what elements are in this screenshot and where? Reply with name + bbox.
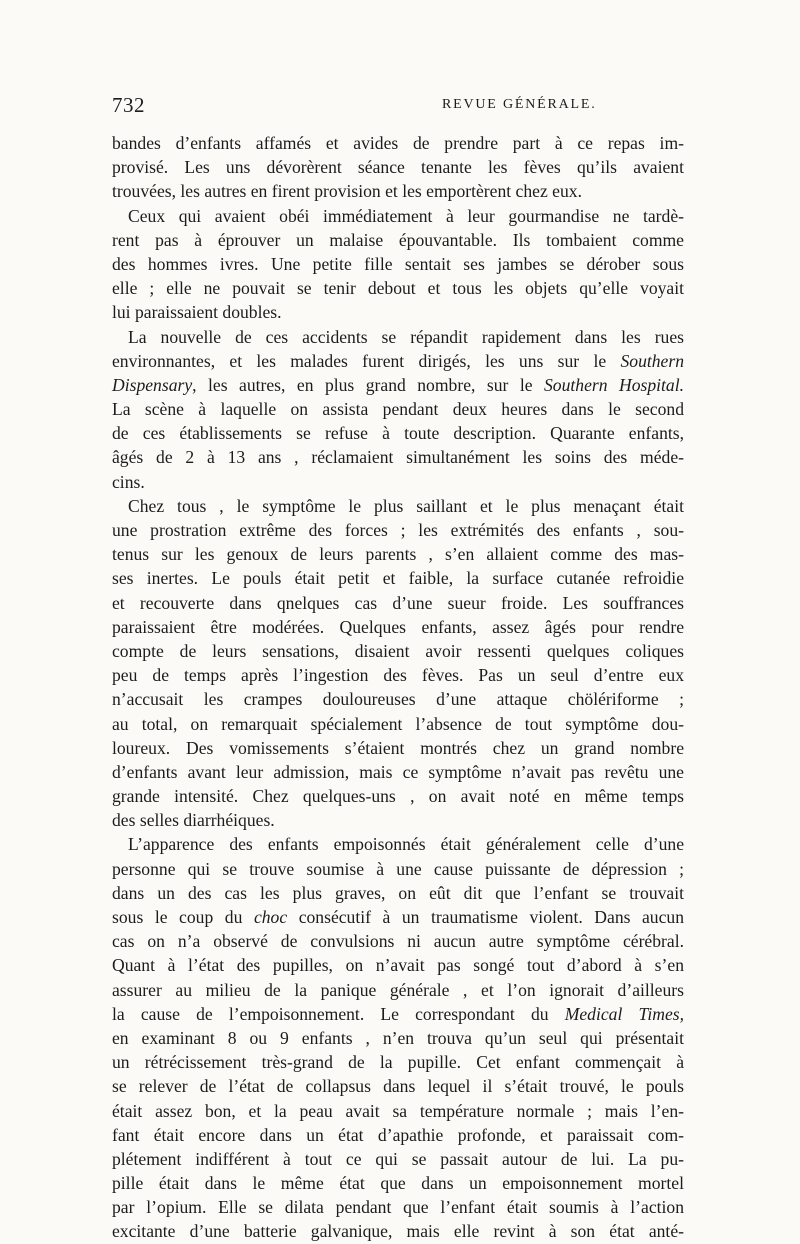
text-run: Quant à l’état des pupilles, on n’avait pas songé tout d’abord à s’en	[112, 955, 684, 976]
text-run: elle ; elle ne pouvait se tenir debout et tous les objets qu’elle voyait	[112, 278, 684, 299]
text-run: excitante d’une batterie galvanique, mais elle revint à son état anté-	[112, 1221, 684, 1242]
text-line	[112, 1123, 684, 1147]
text-run: d’enfants avant leur admission, mais ce symptôme n’avait pas revêtu une	[112, 761, 684, 782]
text-line	[112, 1026, 684, 1050]
page-number: 732	[112, 93, 145, 117]
text-run: une prostration extrême des forces ; les extrémités des enfants , sou-	[112, 520, 684, 540]
text-line	[112, 566, 684, 590]
text-run: provisé. Les uns dévorèrent séance tenante les fèves qu’ils avaient	[112, 157, 684, 178]
text-line	[112, 373, 684, 397]
text-line	[112, 155, 684, 179]
text-run: fant était encore dans un état d’apathie profonde, et paraissait com-	[112, 1124, 684, 1145]
text-line	[112, 953, 684, 977]
text-line	[112, 1074, 684, 1098]
text-line	[112, 421, 684, 445]
text-run: était assez bon, et la peau avait sa température normale ; mais l’en-	[112, 1100, 684, 1121]
body-text	[112, 131, 684, 1244]
text-line	[112, 397, 684, 421]
text-run: lui paraissaient doubles.	[112, 302, 282, 323]
text-line	[112, 179, 684, 203]
text-run: loureux. Des vomissements s’étaient montrés chez un grand nombre	[112, 737, 684, 758]
text-run: dans un des cas les plus graves, on eût dit que l’enfant se trouvait	[112, 882, 684, 903]
text-run: sous le coup du	[112, 907, 254, 927]
text-line	[112, 1002, 684, 1026]
text-line	[112, 131, 684, 155]
text-line	[112, 445, 684, 469]
text-line	[112, 1171, 684, 1195]
text-line	[112, 663, 684, 687]
text-line	[112, 615, 684, 639]
text-line	[112, 349, 684, 373]
text-run: paraissaient être modérées. Quelques enfants, assez âgés pour rendre	[112, 616, 684, 637]
text-run: La nouvelle de ces accidents se répandit rapidement dans les rues	[128, 326, 684, 347]
text-run: par l’opium. Elle se dilata pendant que l’enfant était soumis à l’action	[112, 1197, 684, 1218]
text-line	[112, 542, 684, 566]
text-run: plétement indifférent à tout ce qui se passait autour de lui. La pu-	[112, 1148, 684, 1169]
text-run: n’accusait les crampes douloureuses d’une attaque chölériforme ;	[112, 689, 684, 710]
text-line	[112, 784, 684, 808]
text-run: grande intensité. Chez quelques-uns , on avait noté en même temps	[112, 786, 684, 807]
text-run: et recouverte dans qnelques cas d’une sueur froide. Les souffrances	[112, 592, 684, 613]
text-line	[112, 300, 684, 324]
text-run: un rétrécissement très-grand de la pupille. Cet enfant commençait à	[112, 1052, 684, 1073]
italic-text: Medical Times,	[564, 1003, 684, 1024]
text-run: des hommes ivres. Une petite fille sentait ses jambes se dérober sous	[112, 253, 684, 274]
text-line	[112, 687, 684, 711]
italic-text: Southern Hospital.	[544, 374, 684, 395]
text-run: se relever de l’état de collapsus dans lequel il s’était trouvé, le pouls	[112, 1076, 684, 1097]
text-line	[112, 470, 684, 494]
text-line	[112, 639, 684, 663]
text-line	[112, 1050, 684, 1074]
text-run: pille était dans le même état que dans un empoisonnement mortel	[112, 1173, 684, 1194]
text-run: consécutif à un traumatisme violent. Dans aucun	[287, 907, 685, 927]
text-line	[112, 832, 684, 856]
text-line	[112, 857, 684, 881]
text-line	[112, 881, 684, 905]
text-run: ses inertes. Le pouls était petit et faible, la surface cutanée refroidie	[112, 568, 684, 589]
text-run: au total, on remarquait spécialement l’absence de tout symptôme dou-	[112, 713, 684, 734]
text-line	[112, 228, 684, 252]
text-line	[112, 591, 684, 615]
text-line	[112, 325, 684, 349]
text-line	[112, 736, 684, 760]
text-run: peu de temps après l’ingestion des fèves. Pas un seul d’entre eux	[112, 665, 684, 686]
running-title: REVUE GÉNÉRALE.	[442, 97, 597, 112]
text-line	[112, 929, 684, 953]
text-line	[112, 252, 684, 276]
text-run: environnantes, et les malades furent dirigés, les uns sur le	[112, 350, 621, 371]
text-run: compte de leurs sensations, disaient avoir ressenti quelques coliques	[112, 640, 684, 661]
text-line	[112, 978, 684, 1002]
text-line	[112, 905, 684, 929]
text-run: de ces établissements se refuse à toute description. Quarante enfants,	[112, 423, 684, 444]
text-line	[112, 1219, 684, 1243]
text-run: la cause de l’empoisonnement. Le correspondant du	[112, 1003, 565, 1024]
text-run: , les autres, en plus grand nombre, sur le	[192, 374, 544, 395]
italic-text: Southern	[620, 350, 684, 371]
italic-text: choc	[253, 907, 288, 927]
text-run: La scène à laquelle on assista pendant deux heures dans le second	[112, 399, 684, 420]
text-run: cins.	[112, 471, 145, 492]
text-run: L’apparence des enfants empoisonnés était généralement celle d’une	[128, 834, 684, 855]
text-run: tenus sur les genoux de leurs parents , s’en allaient comme des mas-	[112, 544, 684, 565]
text-line	[112, 712, 684, 736]
text-run: Ceux qui avaient obéi immédiatement à leur gourmandise ne tardè-	[128, 205, 684, 226]
text-line	[112, 276, 684, 300]
page-header	[112, 93, 692, 119]
text-run: bandes d’enfants affamés et avides de prendre part à ce repas im-	[112, 133, 684, 153]
text-line	[112, 808, 684, 832]
text-line	[112, 760, 684, 784]
text-run: cas on n’a observé de convulsions ni aucun autre symptôme cérébral.	[112, 931, 684, 952]
text-run: des selles diarrhéiques.	[112, 810, 275, 831]
text-line	[112, 1195, 684, 1219]
text-run: âgés de 2 à 13 ans , réclamaient simultanément les soins des méde-	[112, 447, 684, 468]
italic-text: Dispensary	[112, 374, 193, 395]
text-line	[112, 494, 684, 518]
text-run: assurer au milieu de la panique générale , et l’on ignorait d’ailleurs	[112, 979, 684, 1000]
text-line	[112, 518, 684, 542]
text-line	[112, 204, 684, 228]
text-run: en examinant 8 ou 9 enfants , n’en trouva qu’un seul qui présentait	[112, 1027, 684, 1048]
text-run: personne qui se trouve soumise à une cause puissante de dépression ;	[112, 858, 684, 879]
text-run: Chez tous , le symptôme le plus saillant et le plus menaçant était	[128, 495, 684, 516]
text-run: trouvées, les autres en firent provision et les emportèrent chez eux.	[112, 181, 582, 202]
text-line	[112, 1099, 684, 1123]
text-run: rent pas à éprouver un malaise épouvantable. Ils tombaient comme	[112, 229, 684, 250]
text-line	[112, 1147, 684, 1171]
